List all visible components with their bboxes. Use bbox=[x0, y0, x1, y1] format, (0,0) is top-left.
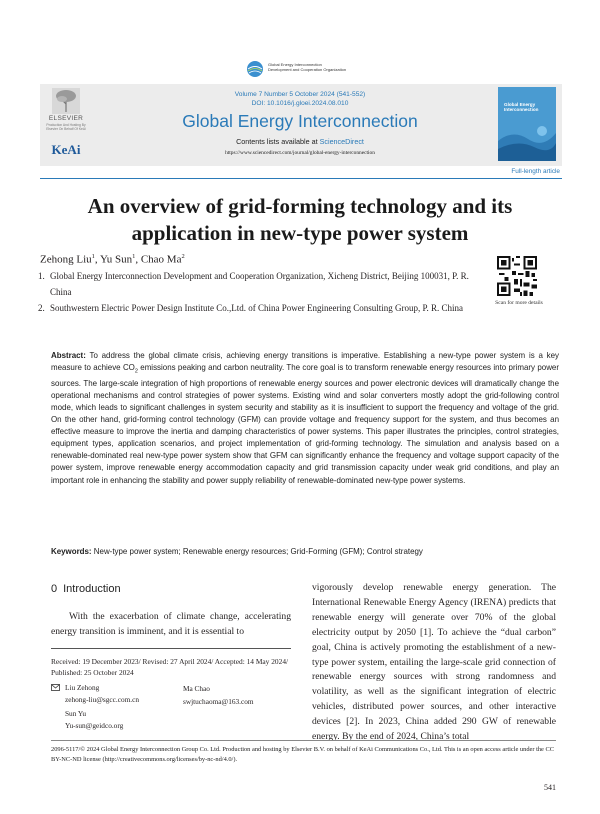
author-name: Yu Sun bbox=[99, 253, 133, 266]
contents-line bbox=[90, 137, 510, 146]
journal-cover bbox=[498, 87, 556, 161]
contact-email[interactable]: zehong-liu@sgcc.com.cn bbox=[65, 695, 139, 704]
volume-info: Volume 7 Number 5 October 2024 (541-552) bbox=[234, 91, 366, 98]
tree-icon bbox=[52, 88, 80, 114]
author-list bbox=[40, 253, 185, 266]
contact-email[interactable]: Yu-sun@geidco.org bbox=[65, 721, 124, 730]
abstract-text-cont: emissions peaking and carbon neutrality. The core goal is to transform renewable energy resources into primary power sources. The large-scale integration of high proportions of renewable energy sources and power electronic devices will dramatically change the operational mechanisms and control strategies of power systems. Existing wind and solar converters mostly adopt the grid-following control mode, which leads to significant challenges in system security and stability as it is insufficient to support the frequency and voltage of the grid. On the other hand, grid-forming control technology (GFM) can provide voltage and frequency support for the system, and thus becomes an effective measure to improve the inertia and damping characteristics of power systems. This paper illustrates the principles, control strategies, equipment types, application scenarios, and project implementation of grid-forming technology. The simulation and analysis based on a renewable-dominated real new-type power system show that GFM can significantly enhance the frequency and voltage support capacity of the power system, improve renewable energy accommodation capacity and grid transmission capacity under weak grid conditions, and play an important role in enhancing the stability and power supply reliability of renewable-dominated new-type power systems. bbox=[51, 363, 559, 485]
contact-name: Sun Yu bbox=[65, 709, 87, 718]
elsevier-wordmark: ELSEVIER bbox=[48, 115, 84, 122]
journal-homepage-link[interactable]: https://www.sciencedirect.com/journal/global-energy-interconnection bbox=[225, 150, 375, 156]
elsevier-tagline: Production And Hosting By Elsevier On Behalf Of KeAi bbox=[46, 123, 86, 131]
org-name-line2: Development and Cooperation Organization bbox=[268, 67, 347, 72]
qr-code-icon[interactable] bbox=[497, 256, 537, 296]
envelope-icon bbox=[51, 684, 60, 691]
author-affil-marker: 2 bbox=[181, 253, 185, 260]
title-line-2: application in new-type power system bbox=[131, 221, 469, 245]
title-line-1: An overview of grid-forming technology and its bbox=[87, 194, 513, 218]
body-paragraph-left: With the exacerbation of climate change, accelerating energy transition is imminent, and it is essential to bbox=[51, 611, 291, 637]
author-affil-marker: 1 bbox=[132, 253, 136, 260]
affiliation-number: 1. bbox=[38, 271, 45, 281]
paper-title bbox=[70, 193, 530, 247]
journal-title: Global Energy Interconnection bbox=[182, 111, 418, 131]
globe-icon bbox=[246, 60, 264, 78]
affiliation bbox=[38, 268, 490, 300]
body-paragraph-right: vigorously develop renewable energy generation. The International Renewable Energy Agency (IRENA) predicts that renewable energy will generate over 70% of the global electricity output by 2050 [1]. To achieve the “dual carbon” goal, China is actively promoting the establishment of a new-type power system, entailing the large-scale grid connection of renewable energy sources with strong randomness and volatility, as well as the significant integration of electric vehicles, distributed power sources, and other interactive devices [2]. In 2023, China added 290 GW of renewable energy. By the end of 2024, China’s total bbox=[312, 582, 556, 743]
org-name-line1: Global Energy Interconnection bbox=[268, 62, 322, 67]
keywords bbox=[51, 547, 559, 556]
qr-caption: Scan for more details bbox=[495, 300, 543, 306]
section-title: Introduction bbox=[63, 583, 121, 595]
doi-link[interactable]: DOI: 10.1016/j.gloei.2024.08.010 bbox=[251, 100, 349, 107]
abstract-text: To address the global climate crisis, achieving energy transitions is imperative. Establishing a new-type power system is a key measure to achieve CO bbox=[51, 351, 559, 373]
author-separator: , bbox=[94, 253, 100, 266]
keywords-label: Keywords: bbox=[51, 547, 92, 556]
affiliation-number: 2. bbox=[38, 303, 45, 313]
copyright-notice: 2096-5117/© 2024 Global Energy Interconnection Group Co. Ltd. Production and hosting by Elsevier B.V. on behalf of KeAi Communications Co., Ltd. This is an open access article under the CC BY-NC-ND license (http://creativecommons.org/licenses/by-nc-nd/4.0/). bbox=[51, 746, 555, 763]
header-divider bbox=[40, 178, 562, 179]
footnote-divider bbox=[51, 648, 291, 649]
cover-title: Global Energy Interconnection bbox=[504, 102, 539, 113]
abstract bbox=[51, 350, 559, 487]
contact-email[interactable]: swjtuchaoma@163.com bbox=[183, 697, 254, 706]
keywords-text: New-type power system; Renewable energy resources; Grid-Forming (GFM); Control strategy bbox=[91, 547, 423, 556]
page-number: 541 bbox=[544, 783, 556, 792]
abstract-subscript: 2 bbox=[134, 368, 138, 375]
elsevier-logo bbox=[44, 88, 88, 160]
keai-logo: KeAi bbox=[51, 142, 81, 157]
received-dates: Received: 19 December 2023/ Revised: 27 April 2024/ Accepted: 14 May 2024/ Published: 25 October 2024 bbox=[51, 657, 289, 678]
affiliation-text: Global Energy Interconnection Development and Cooperation Organization, Xicheng District, Beijing 100031, P. R. China bbox=[50, 271, 469, 297]
contents-prefix: Contents lists available at bbox=[236, 137, 320, 146]
cover-artwork bbox=[498, 121, 556, 161]
org-logo bbox=[246, 60, 360, 82]
abstract-label: Abstract: bbox=[51, 351, 86, 360]
contact-name: Liu Zehong bbox=[65, 683, 100, 692]
section-number: 0 bbox=[51, 583, 58, 595]
contact-name: Ma Chao bbox=[183, 684, 210, 693]
author-name: Zehong Liu bbox=[40, 253, 92, 266]
author-name: Chao Ma bbox=[140, 253, 182, 266]
affiliation bbox=[38, 300, 490, 316]
author-affil-marker: 1 bbox=[91, 253, 95, 260]
section-heading bbox=[51, 583, 121, 595]
affiliation-text: Southwestern Electric Power Design Institute Co.,Ltd. of China Power Engineering Consulting Group, P. R. China bbox=[50, 303, 463, 313]
article-type: Full-length article bbox=[511, 168, 560, 175]
sciencedirect-link[interactable]: ScienceDirect bbox=[319, 137, 364, 146]
copyright-divider bbox=[51, 740, 556, 741]
author-separator: , bbox=[135, 253, 141, 266]
